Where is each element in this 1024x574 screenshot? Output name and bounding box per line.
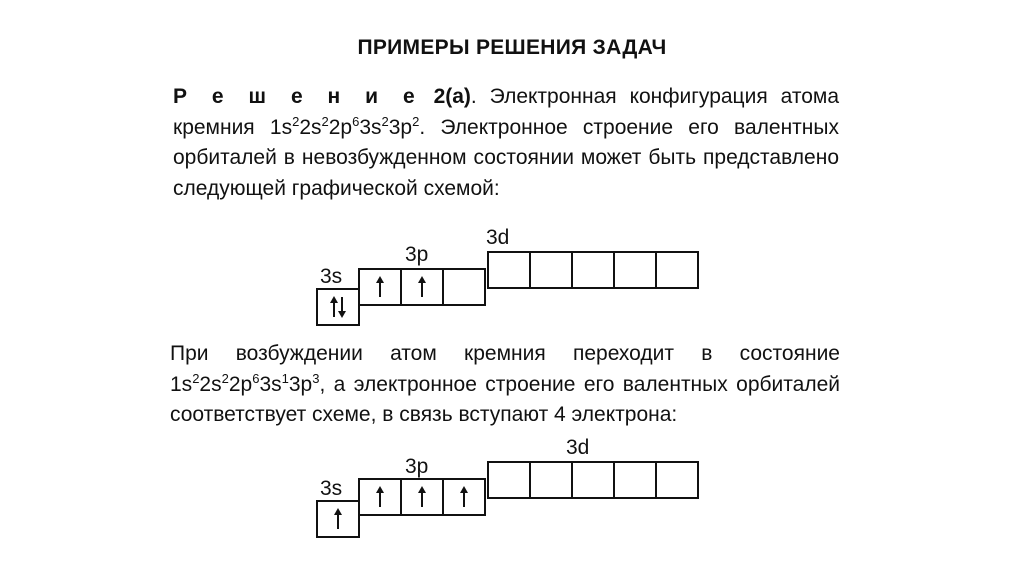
excited-text: , а электронное строение его валентных орбиталей соответствует схеме, в связь вступают 4 электрона: <box>170 372 840 426</box>
orbital-cell <box>318 502 358 536</box>
orbital-cell <box>489 463 531 497</box>
orbital-cell <box>318 290 358 324</box>
label-3s: 3s <box>320 477 343 500</box>
orbital-cell <box>615 463 657 497</box>
excited-text: 2s <box>199 372 222 396</box>
label-3p: 3p <box>405 455 429 478</box>
orbital-row-3d <box>487 461 699 499</box>
electron-up-icon <box>412 275 432 299</box>
page-title: ПРИМЕРЫ РЕШЕНИЯ ЗАДАЧ <box>357 36 667 59</box>
orbital-cell <box>657 463 697 497</box>
orbital-cell <box>444 270 484 304</box>
superscript: 2 <box>412 113 420 129</box>
superscript: 6 <box>252 370 260 386</box>
superscript: 2 <box>292 113 300 129</box>
superscript: 2 <box>221 370 229 386</box>
electron-up-icon <box>412 485 432 509</box>
excited-text: 2p <box>228 372 253 396</box>
orbital-row-3p <box>358 268 486 306</box>
orbital-cell <box>444 480 484 514</box>
solution-text: 2p <box>328 115 353 139</box>
excited-text: При возбуждении атом кремния переходит в состояние 1s <box>170 342 840 396</box>
solution-text: 3s <box>359 115 382 139</box>
solution-text: . Электронная конфигурация атома кремния 1s <box>173 85 839 139</box>
electron-up-icon <box>328 507 348 531</box>
excited-paragraph <box>170 339 840 431</box>
orbital-cell <box>531 463 573 497</box>
orbital-row-3p <box>358 478 486 516</box>
orbital-cell <box>573 463 615 497</box>
superscript: 1 <box>281 370 289 386</box>
electron-up-icon <box>370 485 390 509</box>
electron-pair-icon <box>328 295 348 319</box>
excited-text: 3s <box>259 372 282 396</box>
superscript: 6 <box>352 113 360 129</box>
solution-text: . Электронное строение его валентных орбиталей в невозбужденном состоянии может быть представлено следующей графической схемой: <box>173 115 839 200</box>
excited-text: 3p <box>288 372 313 396</box>
solution-paragraph <box>173 82 839 204</box>
solution-text: 2s <box>299 115 322 139</box>
label-3p: 3p <box>405 243 429 266</box>
orbital-cell <box>402 480 444 514</box>
solution-number: 2(а) <box>420 85 471 108</box>
orbital-cell <box>489 253 531 287</box>
superscript: 2 <box>192 370 200 386</box>
orbital-cell <box>360 270 402 304</box>
orbital-row-3s <box>316 500 360 538</box>
superscript: 3 <box>312 370 320 386</box>
label-3d: 3d <box>566 436 590 459</box>
electron-up-icon <box>454 485 474 509</box>
orbital-row-3s <box>316 288 360 326</box>
superscript: 2 <box>321 113 329 129</box>
orbital-cell <box>657 253 697 287</box>
orbital-cell <box>402 270 444 304</box>
label-3s: 3s <box>320 265 343 288</box>
label-3d: 3d <box>486 226 510 249</box>
solution-text: 3p <box>388 115 413 139</box>
orbital-cell <box>531 253 573 287</box>
orbital-cell <box>615 253 657 287</box>
superscript: 2 <box>381 113 389 129</box>
solution-label: Р е ш е н и е <box>173 85 421 108</box>
orbital-cell <box>573 253 615 287</box>
electron-up-icon <box>370 275 390 299</box>
orbital-row-3d <box>487 251 699 289</box>
orbital-cell <box>360 480 402 514</box>
